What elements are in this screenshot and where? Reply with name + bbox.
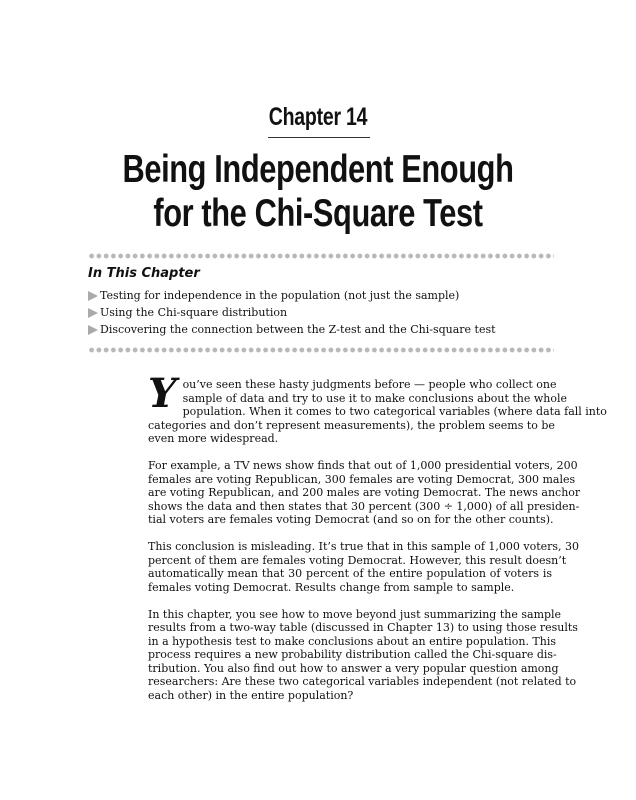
text-line: percent of them are females voting Democrat. However, this result doesn’t [148,553,567,567]
text-line: ou’ve seen these hasty judgments before — people who collect one [182,378,557,391]
chapter-topics-list [88,287,496,338]
text-line: categories and don’t represent measurements), the problem seems to be [148,418,555,432]
text-line: shows the data and then states that 30 percent (300 ÷ 1,000) of all presiden- [148,499,580,513]
triangle-bullet-icon [88,308,98,318]
paragraph-2 [148,459,581,527]
list-item [88,321,496,338]
drop-cap: Y [148,370,177,417]
text-line: tial voters are females voting Democrat (and so on for the other counts). [148,513,554,526]
paragraph-1 [148,370,607,446]
text-line: population. When it comes to two categorical variables (where data fall into [182,405,607,418]
triangle-bullet-icon [88,325,98,335]
text-line: females are voting Republican, 300 females are voting Democrat, 300 males [148,472,576,486]
text-line: tribution. You also find out how to answer a very popular question among [148,661,559,675]
text-line: in a hypothesis test to make conclusions about an entire population. This [148,634,557,648]
title-line-1: Being Independent Enough [122,148,514,191]
paragraph-3 [148,540,580,594]
list-item-text: Discovering the connection between the Z-test and the Chi-square test [100,323,496,336]
text-line: For example, a TV news show finds that out of 1,000 presidential voters, 200 [148,459,578,472]
text-line: This conclusion is misleading. It’s true that in this sample of 1,000 voters, 30 [148,540,580,553]
text-line: females voting Democrat. Results change from sample to sample. [148,580,515,594]
list-item-text: Testing for independence in the population (not just the sample) [100,289,460,302]
in-this-chapter-heading: In This Chapter [88,266,200,281]
list-item-text: Using the Chi-square distribution [100,306,288,319]
chapter-number: Chapter 14 [268,103,368,131]
text-line: In this chapter, you see how to move beyond just summarizing the sample [148,607,562,621]
text-line: process requires a new probability distribution called the Chi-square dis- [148,648,557,661]
chapter-rule [268,137,370,138]
list-item [88,287,496,304]
text-line: each other) in the entire population? [148,688,354,702]
text-line: results from a two-way table (discussed in Chapter 13) to using those results [148,621,578,634]
text-line: researchers: Are these two categorical variables independent (not related to [148,675,577,688]
paragraph-4 [148,607,578,703]
text-line: even more widespread. [148,432,279,445]
list-item [88,304,496,321]
text-line: are voting Republican, and 200 males are voting Democrat. The news anchor [148,486,581,499]
triangle-bullet-icon [88,291,98,301]
title-line-2: for the Chi-Square Test [153,192,483,235]
dotted-divider-bottom [88,347,554,353]
chapter-title [67,148,569,236]
text-line: automatically mean that 30 percent of the entire population of voters is [148,567,552,580]
chapter-body [148,370,607,716]
dotted-divider-top [88,253,554,259]
text-line: sample of data and try to use it to make conclusions about the whole [182,391,568,405]
